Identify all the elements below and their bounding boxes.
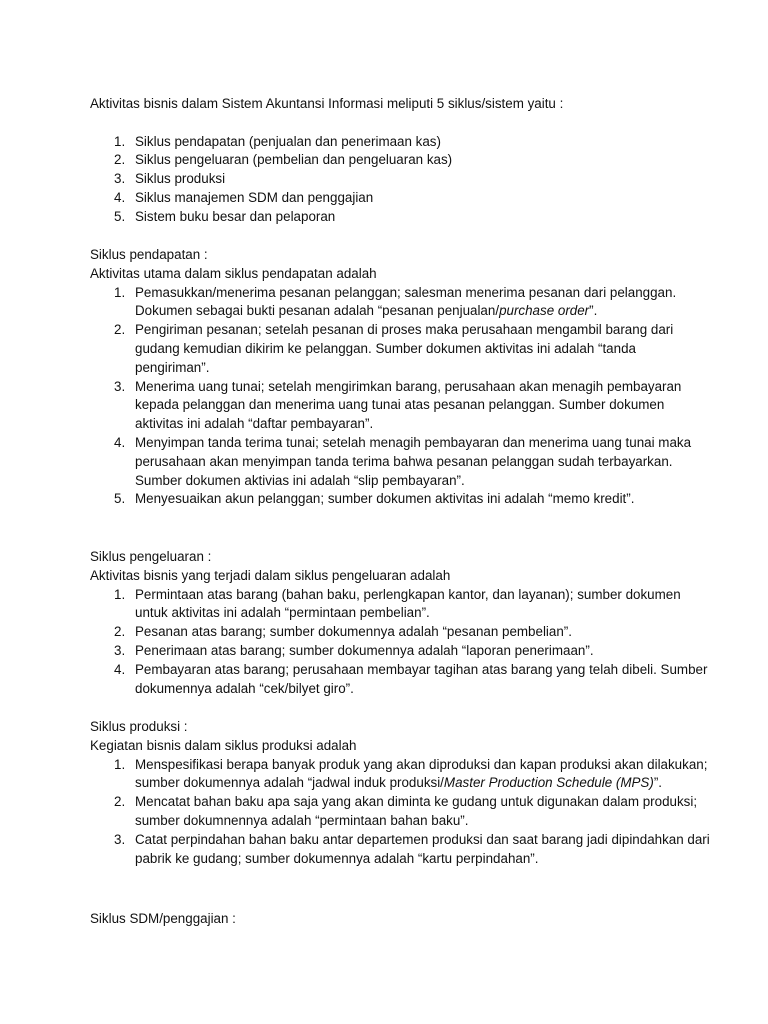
section-subheading: Aktivitas bisnis yang terjadi dalam siklus pengeluaran adalah — [90, 567, 451, 583]
section-produksi — [90, 718, 710, 868]
list-item: 3. Siklus produksi — [114, 171, 226, 187]
list-item: 2. Mencatat bahan baku apa saja yang akan diminta ke gudang untuk digunakan dalam produksi; sumber dokumnennya adalah “permintaan bahan baku”. — [114, 794, 698, 828]
list-item: 1. Siklus pendapatan (penjualan dan penerimaan kas) — [114, 133, 441, 149]
list-item: 5. Menyesuaikan akun pelanggan; sumber dokumen aktivitas ini adalah “memo kredit”. — [114, 491, 635, 507]
section-heading: Siklus pendapatan : — [90, 247, 208, 262]
intro-text: Aktivitas bisnis dalam Sistem Akuntansi Informasi meliputi 5 siklus/sistem yaitu : — [90, 96, 564, 111]
list-item: 2. Siklus pengeluaran (pembelian dan pengeluaran kas) — [114, 152, 453, 168]
activity-list — [90, 284, 710, 510]
list-item: 1. Menspesifikasi berapa banyak produk yang akan diproduksi dan kapan produksi akan dilakukan; sumber dokumennya adalah “jadwal induk produksi/Master Production Schedule (MPS)”. — [114, 756, 708, 791]
list-item: 4. Menyimpan tanda terima tunai; setelah menagih pembayaran dan menerima uang tunai maka perusahaan akan menyimpan tanda terima bahwa pesanan pelanggan sudah terbayarkan. Sumber dokumen aktivias ini adalah “slip pembayaran”. — [114, 434, 692, 488]
list-item: 3. Catat perpindahan bahan baku antar departemen produksi dan saat barang jadi dipindahkan dari pabrik ke gudang; sumber dokumennya adalah “kartu perpindahan”. — [114, 831, 710, 866]
list-item: 2. Pesanan atas barang; sumber dokumennya adalah “pesanan pembelian”. — [114, 624, 572, 640]
list-item: 3. Penerimaan atas barang; sumber dokumennya adalah “laporan penerimaan”. — [114, 642, 594, 658]
section-heading: Siklus SDM/penggajian : — [90, 911, 236, 926]
section-subheading: Kegiatan bisnis dalam siklus produksi adalah — [90, 737, 357, 753]
list-item: 4. Pembayaran atas barang; perusahaan membayar tagihan atas barang yang telah dibeli. Sumber dokumennya adalah “cek/bilyet giro”. — [114, 661, 708, 696]
list-item: 4. Siklus manajemen SDM dan penggajian — [114, 189, 374, 205]
section-heading: Siklus pengeluaran : — [90, 549, 212, 564]
list-item: 1. Permintaan atas barang (bahan baku, perlengkapan kantor, dan layanan); sumber dokumen untuk aktivitas ini adalah “permintaan pembelian”. — [114, 586, 681, 621]
cycle-list — [90, 133, 710, 227]
list-item: 1. Pemasukkan/menerima pesanan pelanggan; salesman menerima pesanan dari pelanggan. Dokumen sebagai bukti pesanan adalah “pesanan penjualan/purchase order”. — [114, 284, 677, 319]
list-item: 5. Sistem buku besar dan pelaporan — [114, 208, 336, 224]
section-pengeluaran — [90, 548, 710, 698]
intro-section — [90, 95, 710, 227]
section-pendapatan — [90, 246, 710, 509]
section-heading: Siklus produksi : — [90, 719, 188, 734]
section-subheading: Aktivitas utama dalam siklus pendapatan adalah — [90, 265, 377, 281]
section-sdm — [90, 910, 710, 929]
activity-list — [90, 756, 710, 869]
activity-list — [90, 586, 710, 699]
list-item: 2. Pengiriman pesanan; setelah pesanan di proses maka perusahaan mengambil barang dari gudang kemudian dikirim ke pelanggan. Sumber dokumen aktivitas ini adalah “tanda pengiriman”. — [114, 322, 674, 375]
list-item: 3. Menerima uang tunai; setelah mengirimkan barang, perusahaan akan menagih pembayaran kepada pelanggan dan menerima uang tunai atas pesanan pelanggan. Sumber dokumen aktivitas ini adalah “daftar pembayaran”. — [114, 378, 682, 432]
